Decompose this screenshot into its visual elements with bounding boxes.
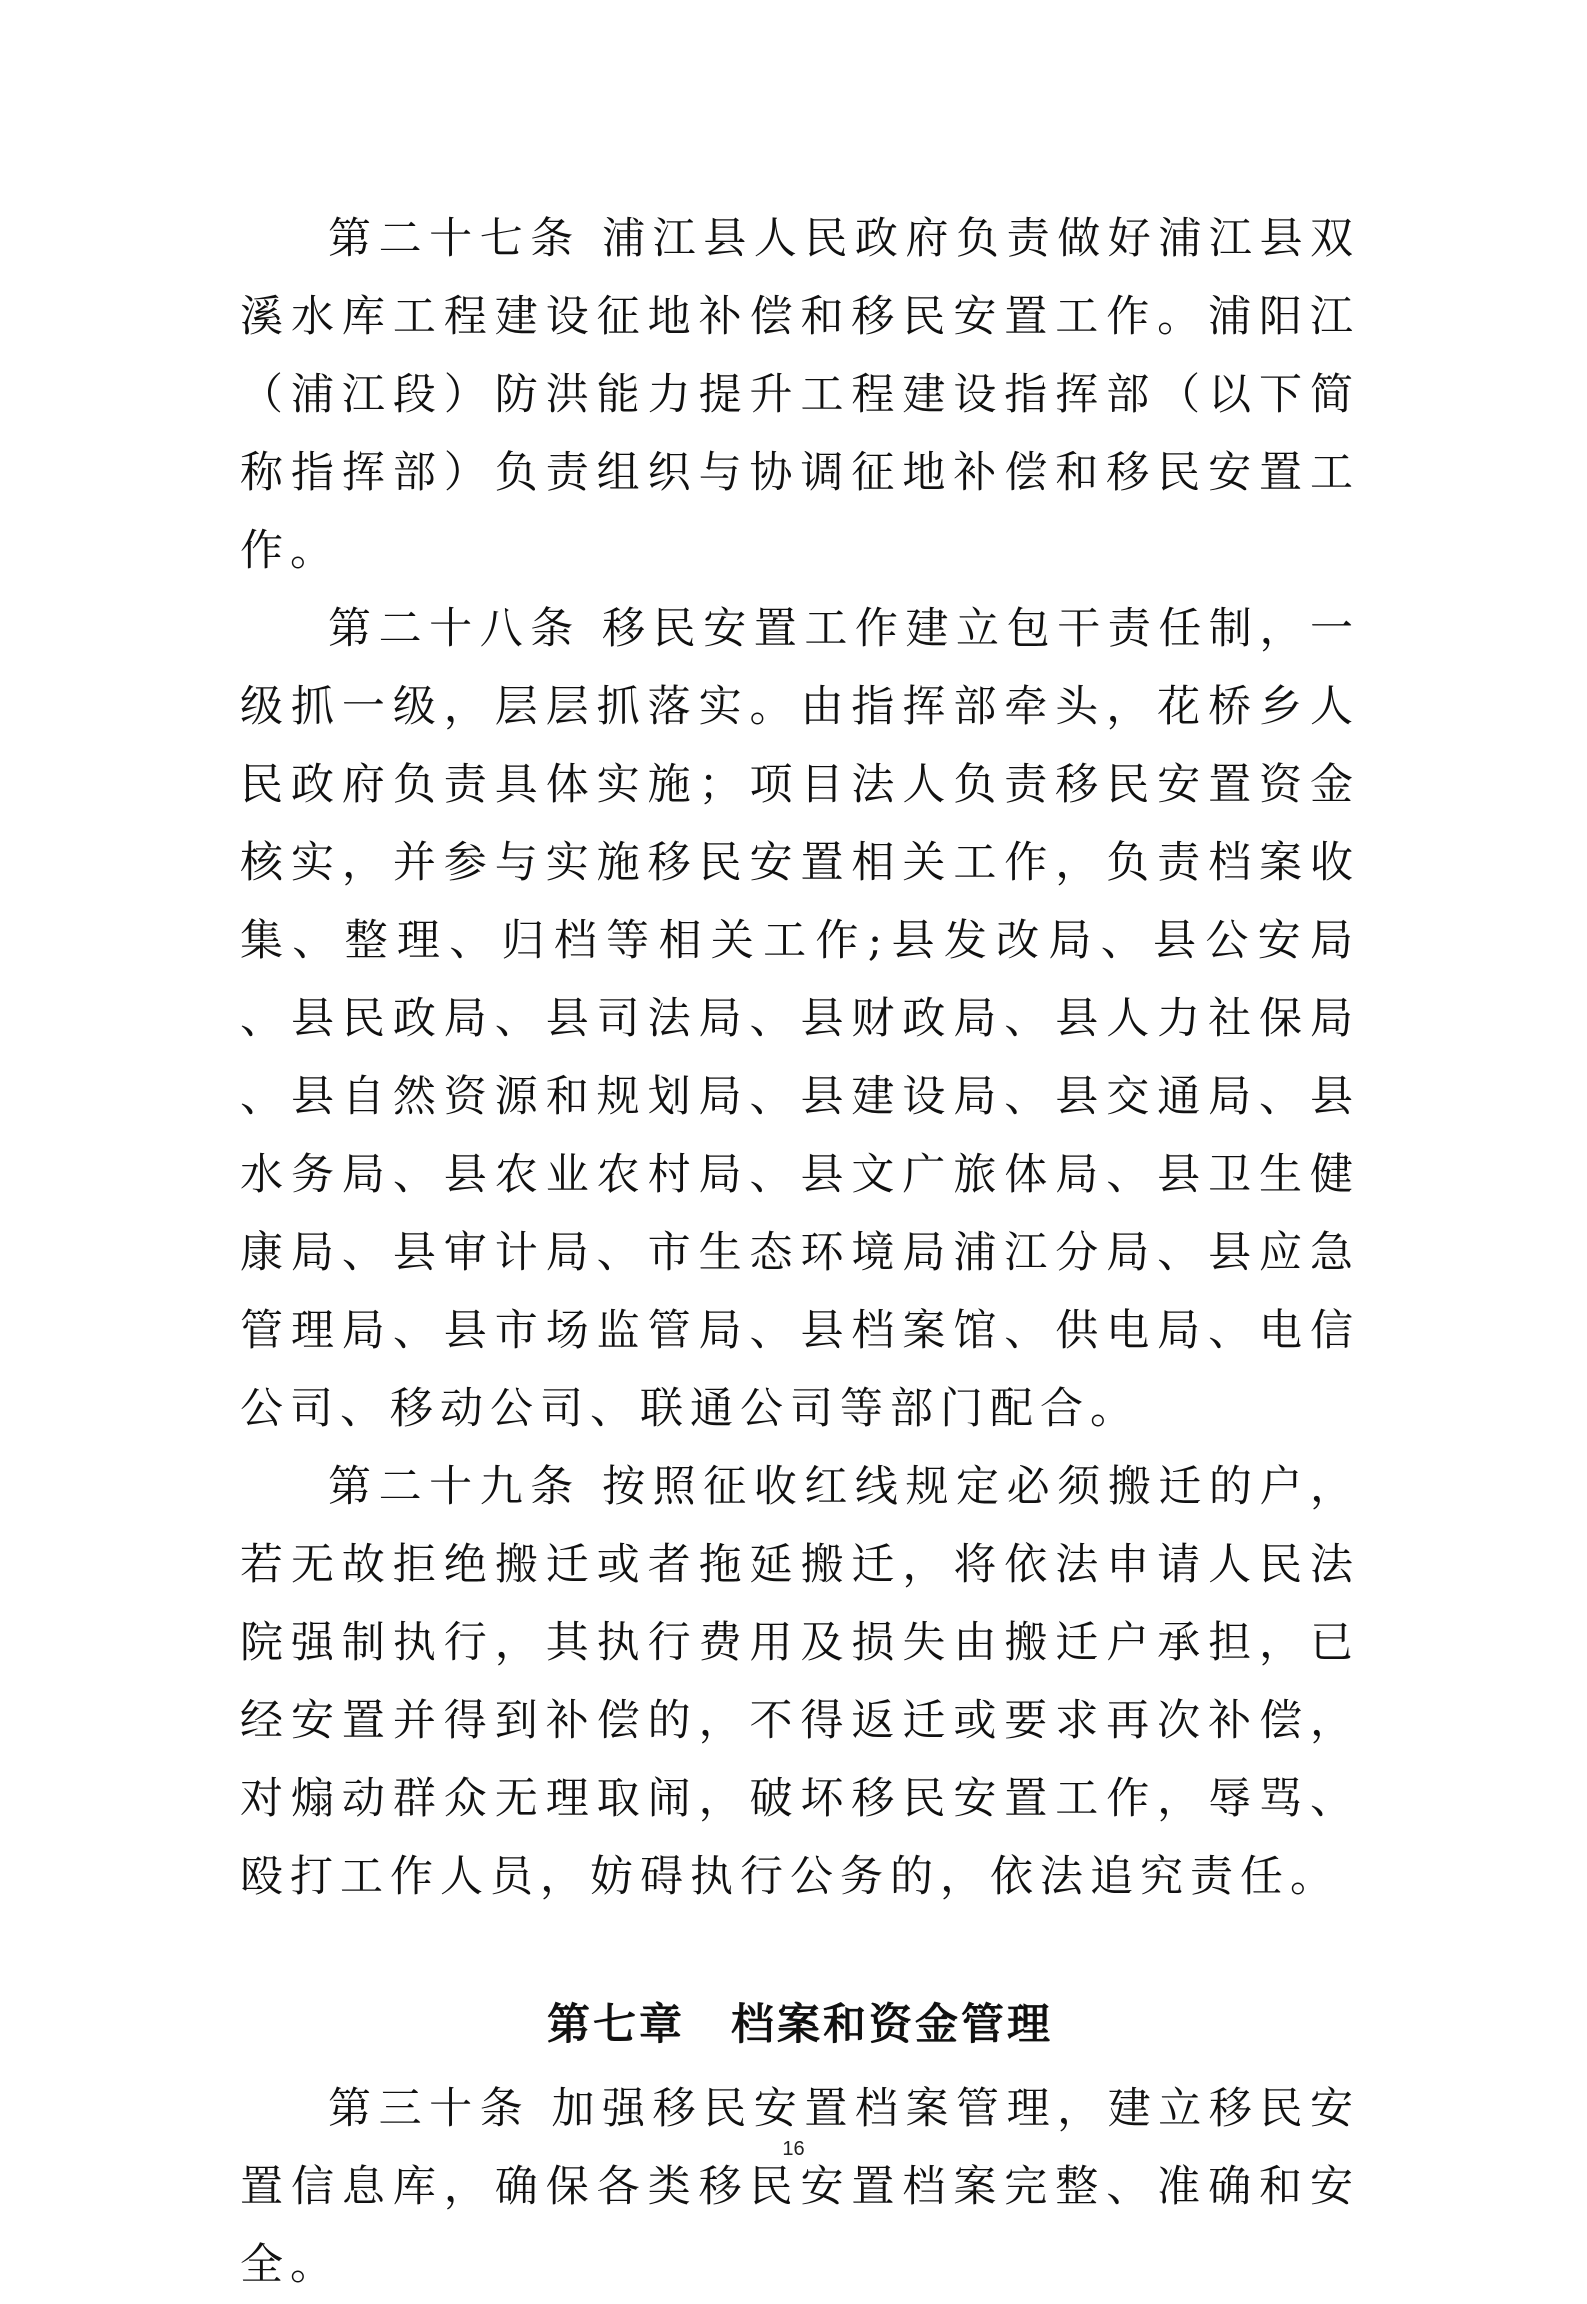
- article-30-paragraph: [240, 2070, 1360, 2304]
- article-27-number: 第二十七条: [328, 214, 581, 264]
- chapter-heading: 第七章 档案和资金管理: [547, 2000, 1053, 2050]
- section-spacer: [240, 1916, 1360, 1986]
- article-29-paragraph: [240, 1448, 1360, 1916]
- page-number: 16: [782, 2138, 805, 2160]
- document-body: [240, 200, 1360, 2304]
- article-30-text: 加强移民安置档案管理，建立移民安置信息库，确保各类移民安置档案完整、准确和安全。: [240, 2084, 1361, 2290]
- article-28-text: 移民安置工作建立包干责任制，一级抓一级，层层抓落实。由指挥部牵头，花桥乡人民政府负责具体实施；项目法人负责移民安置资金核实，并参与实施移民安置相关工作，负责档案收集、整理、归档等相关工作;县发改局、县公安局、县民政局、县司法局、县财政局、县人力社保局、县自然资源和规划局、县建设局、县交通局、县水务局、县农业农村局、县文广旅体局、县卫生健康局、县审计局、市生态环境局浦江分局、县应急管理局、县市场监管局、县档案馆、供电局、电信公司、移动公司、联通公司等部门配合。: [240, 604, 1361, 1434]
- article-27-paragraph: [240, 200, 1360, 590]
- article-28-number: 第二十八条: [328, 604, 581, 654]
- article-28-paragraph: [240, 590, 1360, 1448]
- article-29-text: 按照征收红线规定必须搬迁的户，若无故拒绝搬迁或者拖延搬迁，将依法申请人民法院强制执行，其执行费用及损失由搬迁户承担，已经安置并得到补偿的，不得返迁或要求再次补偿，对煽动群众无理取闹，破坏移民安置工作，辱骂、殴打工作人员，妨碍执行公务的，依法追究责任。: [240, 1462, 1361, 1902]
- article-27-text: 浦江县人民政府负责做好浦江县双溪水库工程建设征地补偿和移民安置工作。浦阳江（浦江段）防洪能力提升工程建设指挥部（以下简称指挥部）负责组织与协调征地补偿和移民安置工作。: [240, 214, 1361, 576]
- article-30-number: 第三十条: [328, 2084, 531, 2134]
- article-29-number: 第二十九条: [328, 1462, 581, 1512]
